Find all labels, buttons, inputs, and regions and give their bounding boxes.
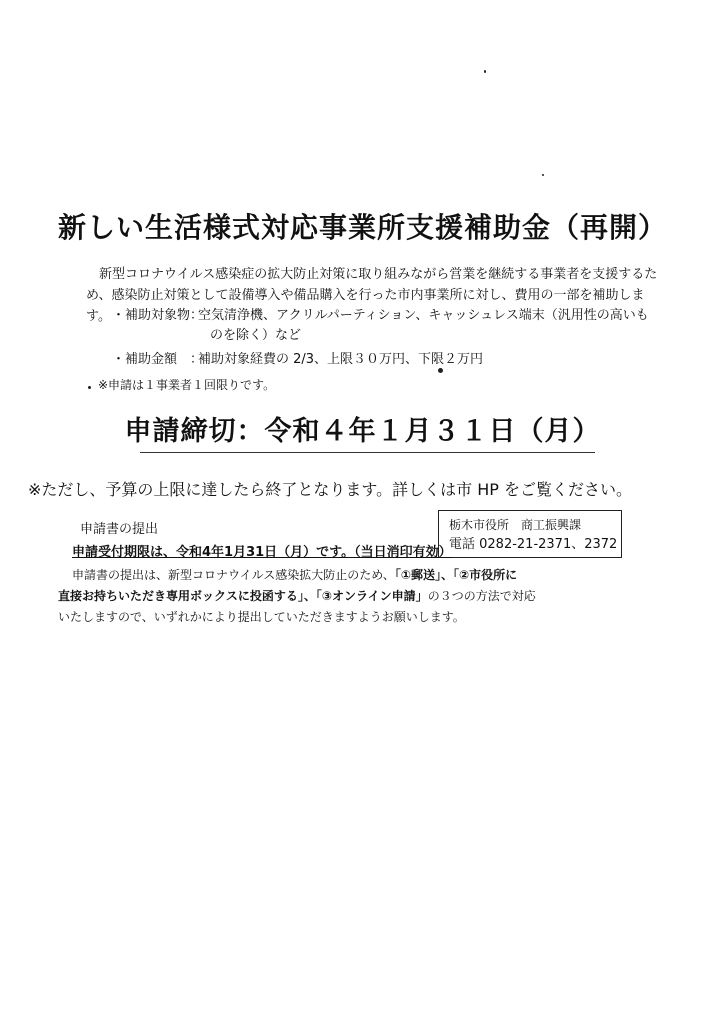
item-value: 空気清浄機、アクリルパーティション、キャッシュレス端末（汎用性の高いも [198,308,649,323]
submission-method-text: 直接お持ちいただき専用ボックスに投函する」、「③オンライン申請」 [58,589,428,603]
submission-heading: 申請書の提出 [80,522,159,537]
submission-line [58,565,618,586]
submission-line: いたしますので、いずれかにより提出していただきますようお願いします。 [58,610,465,624]
submission-line [58,586,618,607]
submission-text: の３つの方法で対応 [427,589,536,603]
item-label: ・補助対象物： [112,308,204,323]
item-value: 補助対象経費の 2/3、上限３０万円、下限２万円 [198,352,484,367]
budget-limit-note: ※ただし、予算の上限に達したら終了となります。詳しくは市 HP をご覧ください。 [28,480,632,499]
scan-speck [88,386,91,389]
page-title: 新しい生活様式対応事業所支援補助金（再開） [57,211,667,244]
scan-speck [484,70,486,73]
application-deadline: 申請締切：令和４年１月３１日（月） [124,416,601,447]
item-value-continuation: のを除く）など [210,328,302,343]
one-application-note: ※申請は１事業者１回限りです。 [98,378,276,392]
deadline-underline [140,452,595,453]
scan-speck [542,174,544,176]
intro-line: め、感染防止対策として設備導入や備品購入を行った市内事業所に対し、費用の一部を補助します。 [86,288,645,324]
subsidy-amount-item [112,350,483,370]
contact-box [438,510,622,558]
submission-body [58,565,618,628]
intro-line: 新型コロナウイルス感染症の拡大防止対策に取り組みながら営業を継続する事業者を支援するた [99,267,658,282]
submission-method-text: 「①郵送」、「②市役所に [394,568,518,582]
item-label: ・補助金額 ： [112,352,204,367]
contact-office: 栃木市役所 商工振興課 [449,518,582,532]
submission-period: 申請受付期限は、令和4年1月31日（月）です。（当日消印有効） [72,545,452,560]
subsidy-target-item [112,306,649,326]
contact-phone: 電話 0282-21-2371、2372 [449,537,618,552]
submission-text: 申請書の提出は、新型コロナウイルス感染拡大防止のため、 [72,568,395,582]
